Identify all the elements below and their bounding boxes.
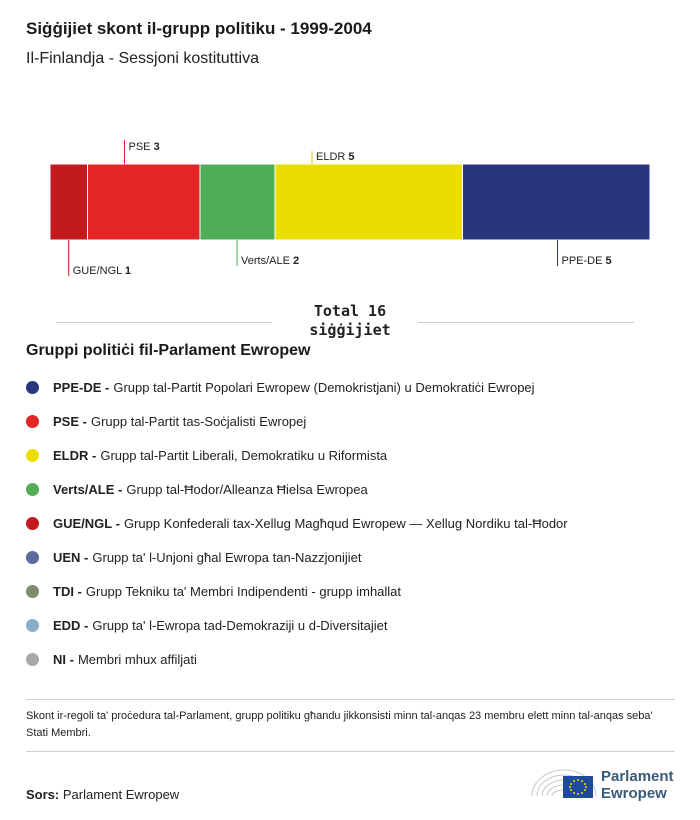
total-label: Total 16	[313, 302, 387, 320]
legend-item	[26, 404, 568, 438]
bar-segment-ppe-de	[463, 164, 651, 240]
legend-code: NI -	[53, 651, 74, 667]
legend-dot	[26, 619, 39, 632]
legend-code: EDD -	[53, 617, 89, 633]
legend-text: Grupp tal-Partit Liberali, Demokratiku u Riformista	[100, 447, 388, 463]
legend-item	[26, 506, 568, 540]
legend-item	[26, 574, 568, 608]
total-seats	[0, 302, 700, 340]
legend-item	[26, 608, 568, 642]
seat-bar-chart	[0, 130, 700, 290]
legend-dot	[26, 415, 39, 428]
legend-text: Membri mhux affiljati	[77, 651, 197, 667]
legend-item	[26, 370, 568, 404]
bar-label-ppe-de: PPE-DE 5	[561, 255, 612, 267]
legend-item	[26, 540, 568, 574]
chart-title: Siġġijiet skont il-grupp politiku - 1999-2004	[26, 19, 372, 38]
logo-text	[601, 768, 674, 802]
legend-text: Grupp ta' l-Ewropa tad-Demokraziji u d-Diversitajiet	[92, 617, 388, 633]
legend-dot	[26, 551, 39, 564]
source-text: Parlament Ewropew	[62, 787, 180, 802]
logo-line1: Parlament	[601, 768, 674, 785]
legend-code: PPE-DE -	[53, 379, 110, 395]
legend-text: Grupp Konfederali tax-Xellug Magħqud Ewropew — Xellug Nordiku tal-Ħodor	[123, 515, 568, 531]
eu-flag-icon	[563, 776, 593, 798]
total-unit: siġġijiet	[309, 321, 391, 339]
legend-text: Grupp tal-Ħodor/Alleanza Ħielsa Ewropea	[126, 481, 368, 497]
bar-label-verts-ale: Verts/ALE 2	[241, 255, 300, 267]
bar-label-eldr: ELDR 5	[316, 151, 355, 163]
bar-segment-gue-ngl	[50, 164, 88, 240]
logo-line2: Ewropew	[601, 785, 667, 802]
bar-segment-pse	[88, 164, 201, 240]
legend-dot	[26, 483, 39, 496]
legend-item	[26, 438, 568, 472]
legend-dot	[26, 585, 39, 598]
legend-dot	[26, 653, 39, 666]
legend-title: Gruppi politiċi fil-Parlament Ewropew	[26, 342, 311, 359]
legend-text: Grupp tal-Partit tas-Soċjalisti Ewropej	[90, 413, 307, 429]
legend-code: UEN -	[53, 549, 89, 565]
note-divider-top	[26, 699, 675, 700]
legend-dot	[26, 449, 39, 462]
source	[26, 787, 179, 802]
legend	[26, 370, 568, 676]
legend-code: TDI -	[53, 583, 82, 599]
legend-dot	[26, 381, 39, 394]
legend-text: Grupp tal-Partit Popolari Ewropew (Demokristjani) u Demokratiċi Ewropej	[113, 379, 535, 395]
legend-code: PSE -	[53, 413, 87, 429]
legend-code: ELDR -	[53, 447, 97, 463]
legend-text: Grupp Tekniku ta' Membri Indipendenti - grupp imhallat	[85, 583, 402, 599]
legend-dot	[26, 517, 39, 530]
footnote: Skont ir-regoli ta' proċedura tal-Parlament, grupp politiku għandu jikkonsisti minn tal-anqas 23 membru elett minn tal-anqas seba' Stati Membri.	[26, 710, 653, 739]
legend-code: GUE/NGL -	[53, 515, 120, 531]
chart-subtitle: Il-Finlandja - Sessjoni kostituttiva	[26, 50, 259, 67]
source-label: Sors:	[26, 787, 60, 802]
bar-segment-verts-ale	[200, 164, 275, 240]
legend-text: Grupp ta' l-Unjoni għal Ewropa tan-Nazzjonijiet	[92, 549, 362, 565]
legend-code: Verts/ALE -	[53, 481, 123, 497]
note-divider-bottom	[26, 751, 675, 752]
legend-item	[26, 472, 568, 506]
bar-label-pse: PSE 3	[128, 141, 160, 153]
bar-segment-eldr	[275, 164, 463, 240]
bar-label-gue-ngl: GUE/NGL 1	[72, 265, 132, 277]
legend-item	[26, 642, 568, 676]
